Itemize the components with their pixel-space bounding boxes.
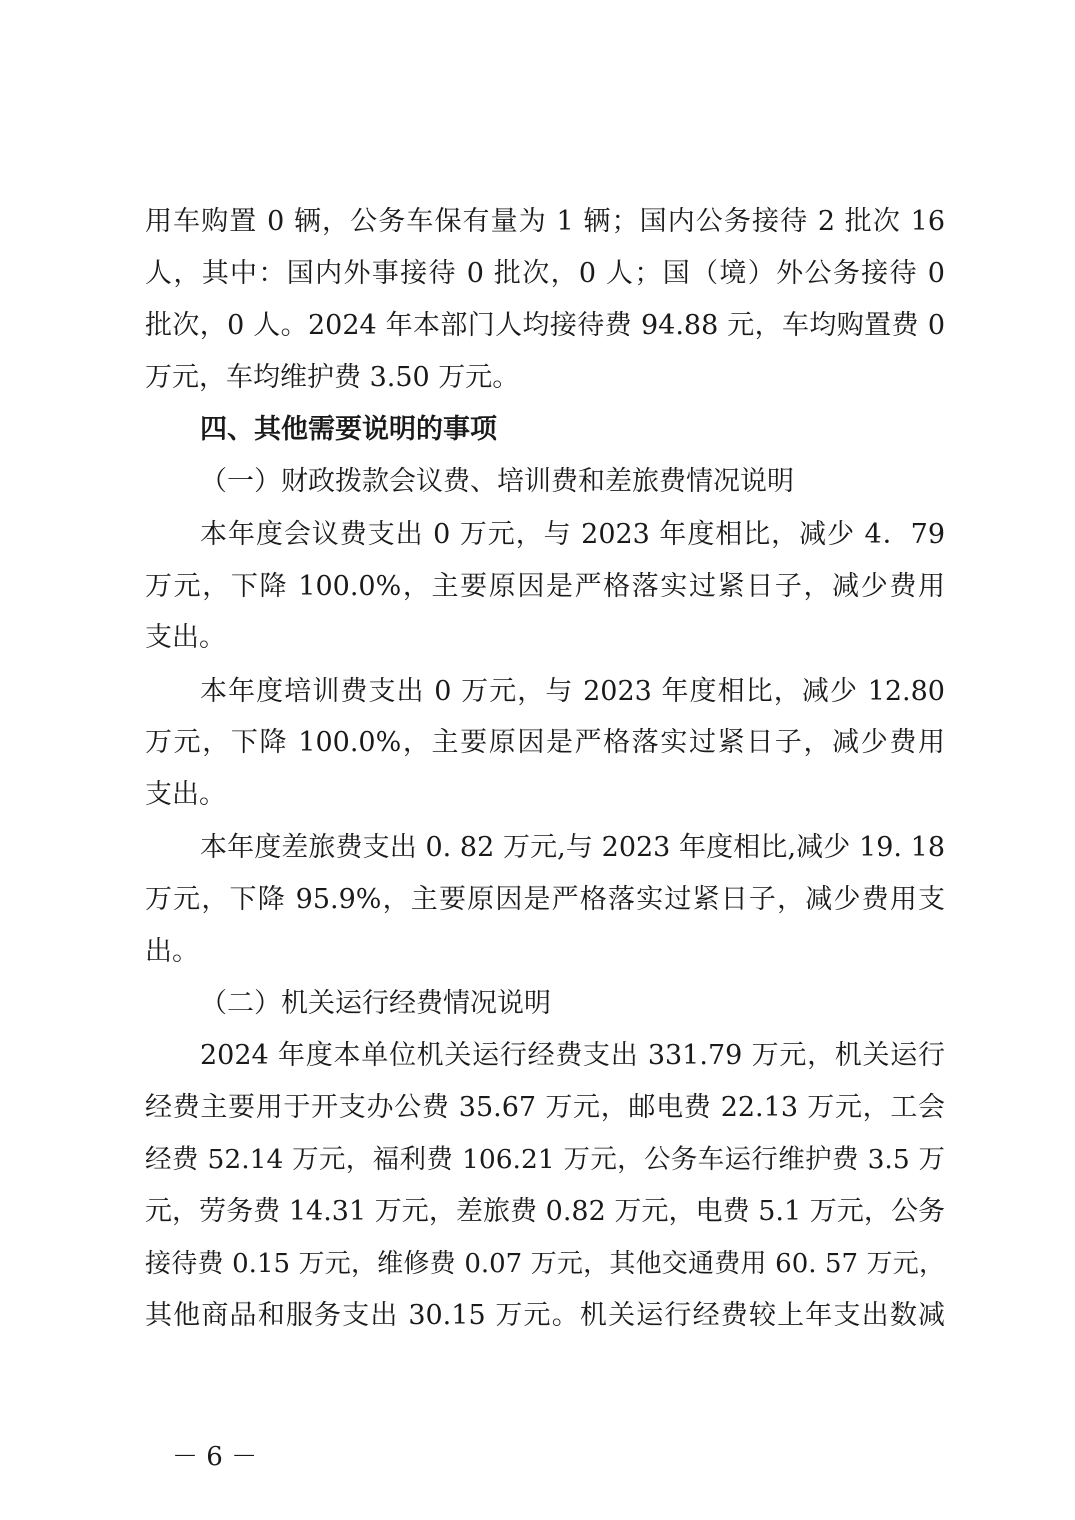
paragraph-line: 支出。 <box>145 622 226 653</box>
paragraph-line: 批次，0 人。2024 年本部门人均接待费 94.88 元，车均购置费 0 <box>145 310 945 341</box>
paragraph-line: 出。 <box>145 936 199 967</box>
page-number: － 6 － <box>172 1442 258 1472</box>
paragraph-line: 2024 年度本单位机关运行经费支出 331.79 万元，机关运行 <box>200 1040 945 1071</box>
paragraph-line: 万元，下降 100.0%，主要原因是严格落实过紧日子，减少费用 <box>145 727 945 758</box>
paragraph-line: 万元，下降 95.9%，主要原因是严格落实过紧日子，减少费用支 <box>145 884 945 915</box>
paragraph-line: 经费主要用于开支办公费 35.67 万元，邮电费 22.13 万元，工会 <box>145 1092 945 1123</box>
paragraph-line: 本年度会议费支出 0 万元，与 2023 年度相比，减少 4．79 <box>200 519 945 550</box>
paragraph-line: 接待费 0.15 万元，维修费 0.07 万元，其他交通费用 60. 57 万元， <box>145 1249 945 1279</box>
paragraph-line: 经费 52.14 万元，福利费 106.21 万元，公务车运行维护费 3.5 万 <box>145 1144 945 1175</box>
paragraph-line: 万元，车均维护费 3.50 万元。 <box>145 362 520 393</box>
section-heading: 四、其他需要说明的事项 <box>200 414 497 445</box>
paragraph-line: 用车购置 0 辆，公务车保有量为 1 辆；国内公务接待 2 批次 16 <box>145 206 945 237</box>
paragraph-line: 本年度培训费支出 0 万元，与 2023 年度相比，减少 12.80 <box>200 676 945 707</box>
paragraph-line: 万元，下降 100.0%，主要原因是严格落实过紧日子，减少费用 <box>145 571 945 602</box>
paragraph-line: 元，劳务费 14.31 万元，差旅费 0.82 万元，电费 5.1 万元，公务 <box>145 1196 945 1227</box>
paragraph-line: 支出。 <box>145 779 226 810</box>
paragraph-line: 本年度差旅费支出 0. 82 万元,与 2023 年度相比,减少 19. 18 <box>200 832 945 863</box>
subsection-title: （一）财政拨款会议费、培训费和差旅费情况说明 <box>200 466 794 497</box>
subsection-title: （二）机关运行经费情况说明 <box>200 988 551 1019</box>
paragraph-line: 人，其中：国内外事接待 0 批次，0 人；国（境）外公务接待 0 <box>145 258 945 289</box>
paragraph-line: 其他商品和服务支出 30.15 万元。机关运行经费较上年支出数减 <box>145 1300 945 1331</box>
